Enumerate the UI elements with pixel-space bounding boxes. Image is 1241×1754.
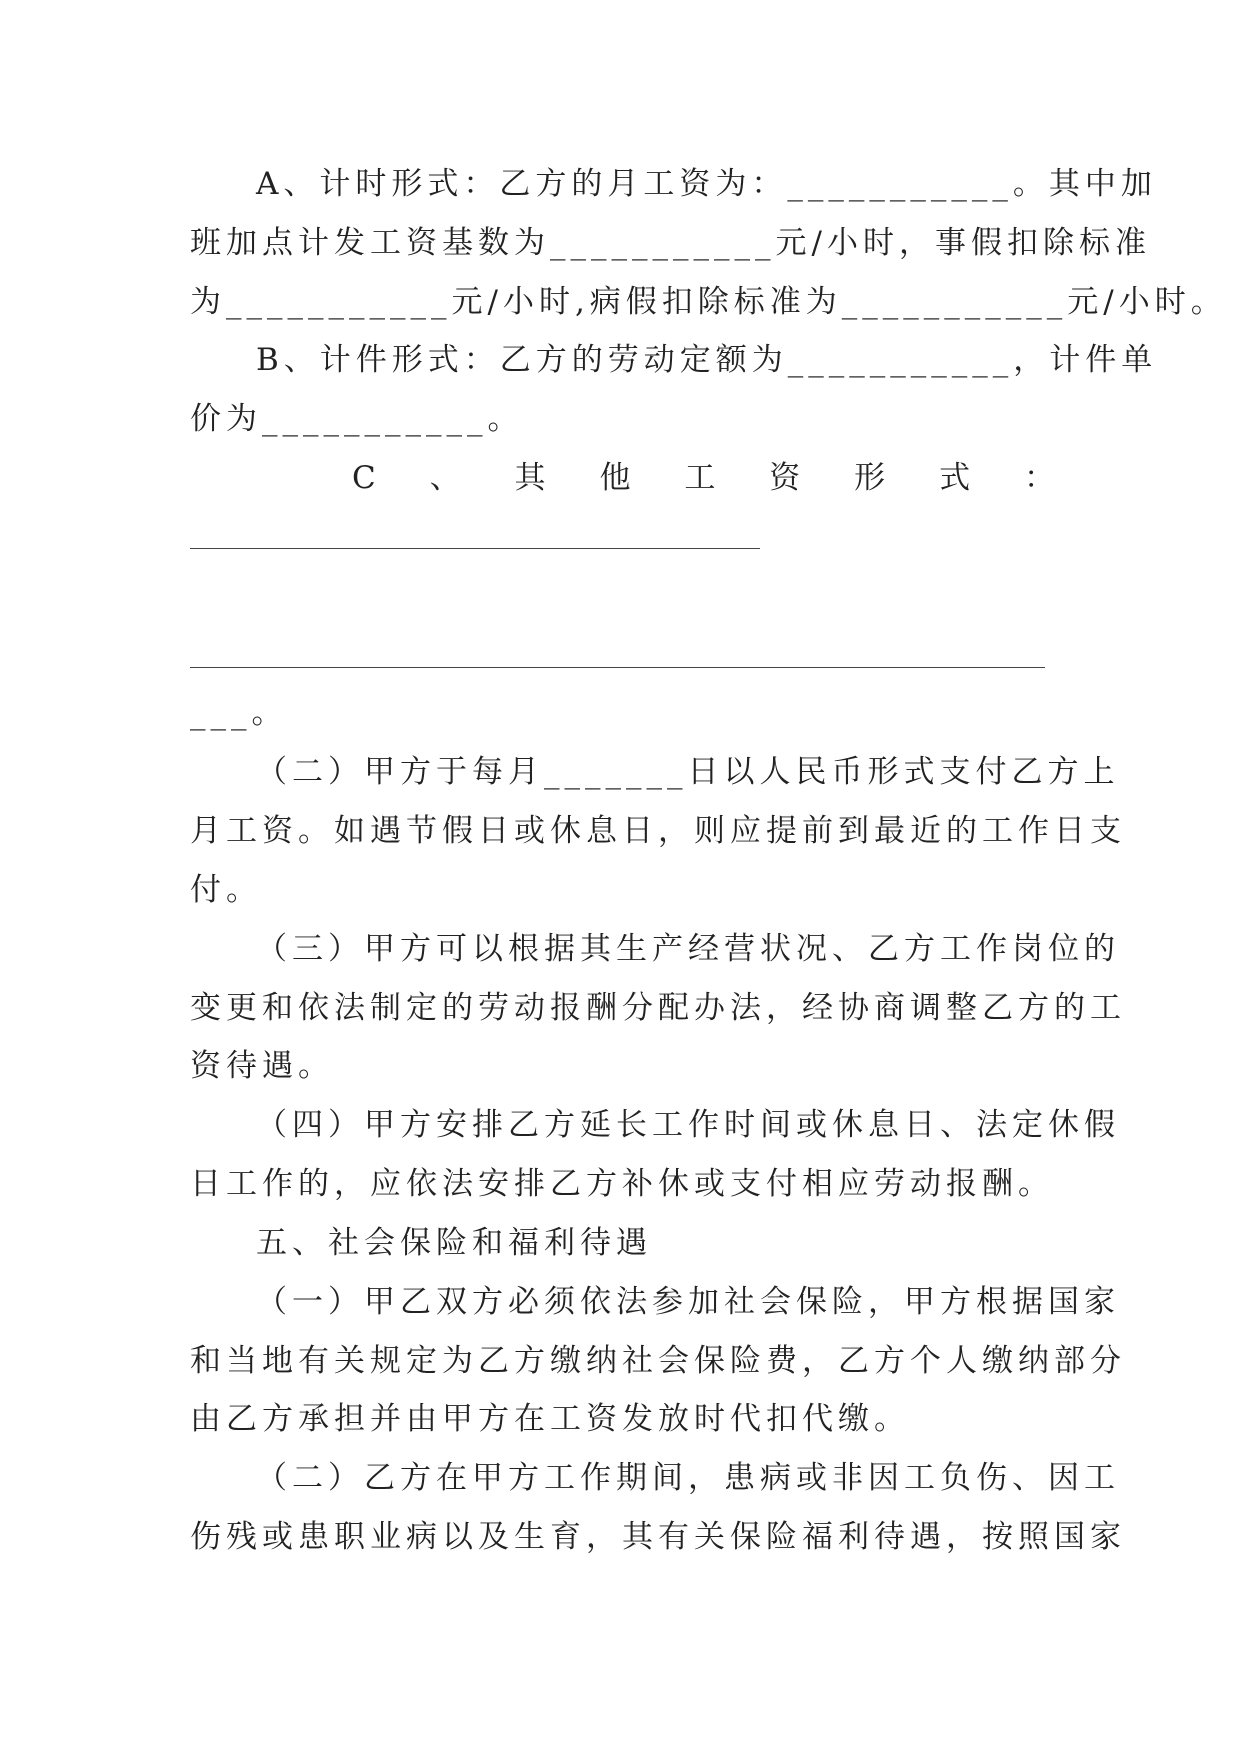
text-line: 变更和依法制定的劳动报酬分配办法，经协商调整乙方的工 — [190, 990, 1126, 1026]
text-line: （三）甲方可以根据其生产经营状况、乙方工作岗位的 — [256, 931, 1120, 967]
text-char: 他 — [599, 460, 631, 496]
text-line: 和当地有关规定为乙方缴纳社会保险费，乙方个人缴纳部分 — [190, 1343, 1126, 1379]
text-char: C — [352, 460, 376, 496]
section-heading: 五、社会保险和福利待遇 — [256, 1225, 652, 1261]
text-line: 月工资。如遇节假日或休息日，则应提前到最近的工作日支 — [190, 813, 1126, 849]
blank-underline — [190, 548, 760, 549]
text-line: 伤残或患职业病以及生育，其有关保险福利待遇，按照国家 — [190, 1519, 1126, 1555]
text-line: 价为___________。 — [190, 401, 524, 437]
text-line: （四）甲方安排乙方延长工作时间或休息日、法定休假 — [256, 1107, 1120, 1143]
text-line: （一）甲乙双方必须依法参加社会保险，甲方根据国家 — [256, 1284, 1120, 1320]
text-line: 班加点计发工资基数为___________元/小时，事假扣除标准 — [190, 225, 1151, 261]
text-char: 工 — [684, 460, 716, 496]
text-line: ___。 — [190, 695, 288, 731]
text-line: B、计件形式：乙方的劳动定额为___________，计件单 — [256, 342, 1158, 378]
text-char: 其 — [514, 460, 546, 496]
text-char: ： — [1023, 460, 1055, 496]
text-line: 资待遇。 — [190, 1048, 334, 1084]
text-line: 为___________元/小时,病假扣除标准为___________元/小时。 — [190, 284, 1227, 320]
text-line: 由乙方承担并由甲方在工资发放时代扣代缴。 — [190, 1401, 910, 1437]
text-line: A、计时形式：乙方的月工资为：___________。其中加 — [256, 166, 1157, 202]
text-char: 、 — [429, 460, 461, 496]
text-char: 资 — [769, 460, 801, 496]
text-char: 形 — [854, 460, 886, 496]
text-line: 付。 — [190, 872, 262, 908]
text-line: 日工作的，应依法安排乙方补休或支付相应劳动报酬。 — [190, 1166, 1054, 1202]
text-char: 式 — [939, 460, 971, 496]
text-line: （二）甲方于每月_______日以人民币形式支付乙方上 — [256, 754, 1120, 790]
other-wage-form-line — [190, 458, 1055, 498]
text-line: （二）乙方在甲方工作期间，患病或非因工负伤、因工 — [256, 1460, 1120, 1496]
blank-underline — [190, 667, 1045, 668]
